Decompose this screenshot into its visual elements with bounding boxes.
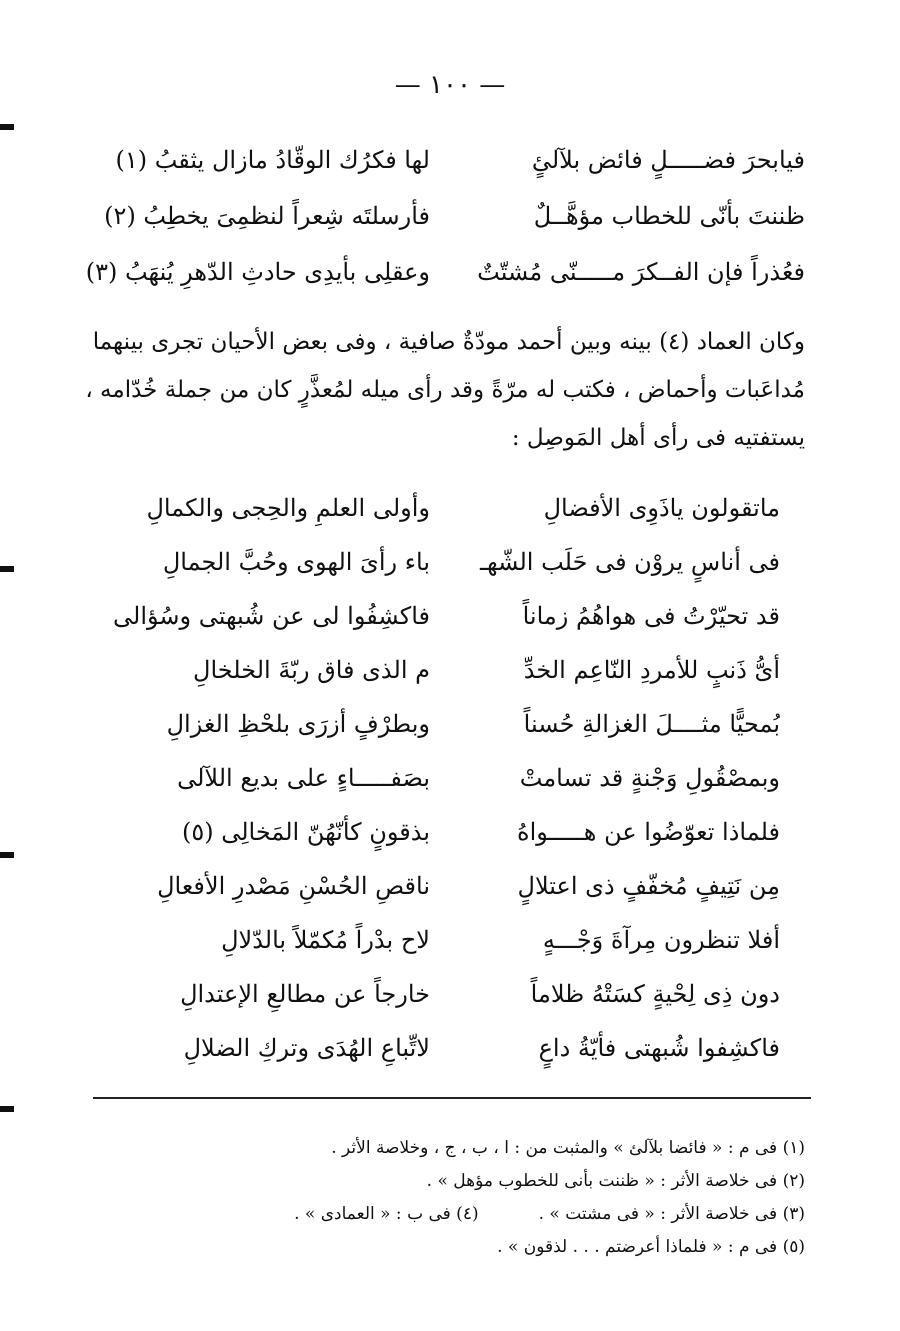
footnote: (٥) فى م : « فلماذا أعرضتم . . . لذقون » . bbox=[497, 1237, 805, 1257]
verse-first-hemistich: فاكشِفوا شُبهتى فأيّةُ داعٍ bbox=[538, 1034, 780, 1062]
verse-second-hemistich: بصَفـــــاءٍ على بديع اللآلى bbox=[177, 764, 430, 792]
verse-first-hemistich: ظننتَ بأنّى للخطاب مؤهَّــلٌ bbox=[533, 202, 805, 230]
verse-first-hemistich: دون ذِى لِحْيةٍ كسَتْهُ ظلاماً bbox=[530, 980, 780, 1008]
binding-mark bbox=[0, 566, 14, 572]
verse-line bbox=[0, 642, 900, 698]
footnote-pair bbox=[85, 1198, 805, 1231]
footnote-divider bbox=[93, 1097, 811, 1099]
verse-second-hemistich: باء رأىَ الهوى وحُبَّ الجمالِ bbox=[162, 548, 430, 576]
prose-line: يستفتيه فى رأى أهل المَوصِل : bbox=[511, 425, 805, 451]
page-number: — ١٠٠ — bbox=[394, 70, 506, 100]
footnote: (١) فى م : « فائضا بلآلئ » والمثبت من : ا ، ب ، ج ، وخلاصة الأثر . bbox=[331, 1138, 805, 1158]
binding-mark bbox=[0, 124, 14, 130]
prose-line: وكان العماد (٤) بينه وبين أحمد مودّةٌ صافية ، وفى بعض الأحيان تجرى بينهما bbox=[92, 329, 805, 355]
verse-first-hemistich: قد تحيّرْتُ فى هواهُمُ زماناً bbox=[522, 602, 780, 630]
verse-second-hemistich: لها فكرُك الوقّادُ مازال يثقبُ (١) bbox=[115, 146, 430, 174]
verse-second-hemistich: ناقصِ الحُسْنِ مَصْدرِ الأفعالِ bbox=[157, 872, 430, 900]
verse-second-hemistich: لاح بدْراً مُكمّلاً بالدّلالِ bbox=[221, 926, 430, 954]
verse-second-hemistich: وعقلِى بأيدِى حادثِ الدّهرِ يُنهَبُ (٣) bbox=[85, 258, 430, 286]
binding-mark bbox=[0, 1106, 14, 1112]
verse-first-hemistich: أىُّ ذَنبٍ للأمردِ النّاعِم الخدِّ bbox=[523, 656, 780, 684]
verse-second-hemistich: فأرسلتَه شِعراً لنظمِىَ يخطِبُ (٢) bbox=[104, 202, 430, 230]
footnote: (٤) فى ب : « العمادى » . bbox=[294, 1204, 479, 1224]
verse-second-hemistich: وأولى العلمِ والحِجى والكمالِ bbox=[146, 494, 430, 522]
verse-line bbox=[0, 696, 900, 752]
verse-line bbox=[0, 188, 900, 244]
verse-first-hemistich: أفلا تنظرون مِرآةَ وَجْـــهٍ bbox=[542, 926, 780, 954]
prose-paragraph bbox=[85, 318, 805, 462]
verse-first-hemistich: فيابحرَ فضـــــلٍ فائض بلآلئٍ bbox=[531, 146, 805, 174]
verse-second-hemistich: لاتِّباعِ الهُدَى وتركِ الضلالِ bbox=[183, 1034, 430, 1062]
footnote: (٣) فى خلاصة الأثر : « فى مشتت » . bbox=[538, 1204, 805, 1224]
verse-line bbox=[0, 858, 900, 914]
footnotes bbox=[85, 1132, 805, 1264]
verse-line bbox=[0, 912, 900, 968]
verse-first-hemistich: ماتقولون ياذَوِى الأفضالِ bbox=[543, 494, 780, 522]
verse-line bbox=[0, 534, 900, 590]
verse-second-hemistich: خارجاً عن مطالعِ الإعتدالِ bbox=[180, 980, 430, 1008]
binding-mark bbox=[0, 852, 14, 858]
verse-second-hemistich: وبطرْفٍ أزرَى بلحْظِ الغزالِ bbox=[166, 710, 430, 738]
verse-line bbox=[0, 480, 900, 536]
verse-first-hemistich: فعُذراً فإن الفــكرَ مـــــنّى مُشتّتٌ bbox=[477, 258, 805, 286]
verse-first-hemistich: فى أناسٍ يروْن فى حَلَب الشّهـ bbox=[479, 548, 780, 576]
verse-second-hemistich: فاكشِفُوا لى عن شُبهتى وسُؤالى bbox=[113, 602, 430, 630]
verse-line bbox=[0, 966, 900, 1022]
verse-first-hemistich: فلماذا تعوّضُوا عن هـــــواهُ bbox=[517, 818, 780, 846]
verse-line bbox=[0, 244, 900, 300]
verse-line bbox=[0, 132, 900, 188]
verse-line bbox=[0, 750, 900, 806]
verse-first-hemistich: وبمصْقُولِ وَجْنةٍ قد تسامتْ bbox=[519, 764, 780, 792]
verse-line bbox=[0, 804, 900, 860]
verse-first-hemistich: مِن نَتِيفٍ مُخفّفٍ ذى اعتلالٍ bbox=[517, 872, 780, 900]
verse-first-hemistich: بُمحيًّا مثــــلَ الغزالةِ حُسناً bbox=[523, 710, 780, 738]
verse-second-hemistich: بذقونٍ كأنّهُنّ المَخالِى (٥) bbox=[181, 818, 430, 846]
verse-line bbox=[0, 1020, 900, 1076]
verse-line bbox=[0, 588, 900, 644]
verse-second-hemistich: م الذى فاق ربّةَ الخلخالِ bbox=[193, 656, 430, 684]
footnote: (٢) فى خلاصة الأثر : « ظننت بأنى للخطوب مؤهل » . bbox=[426, 1171, 805, 1191]
prose-line: مُداعَبات وأحماض ، فكتب له مرّةً وقد رأى ميله لمُعذَّرٍ كان من جملة خُدّامه ، bbox=[85, 377, 805, 403]
